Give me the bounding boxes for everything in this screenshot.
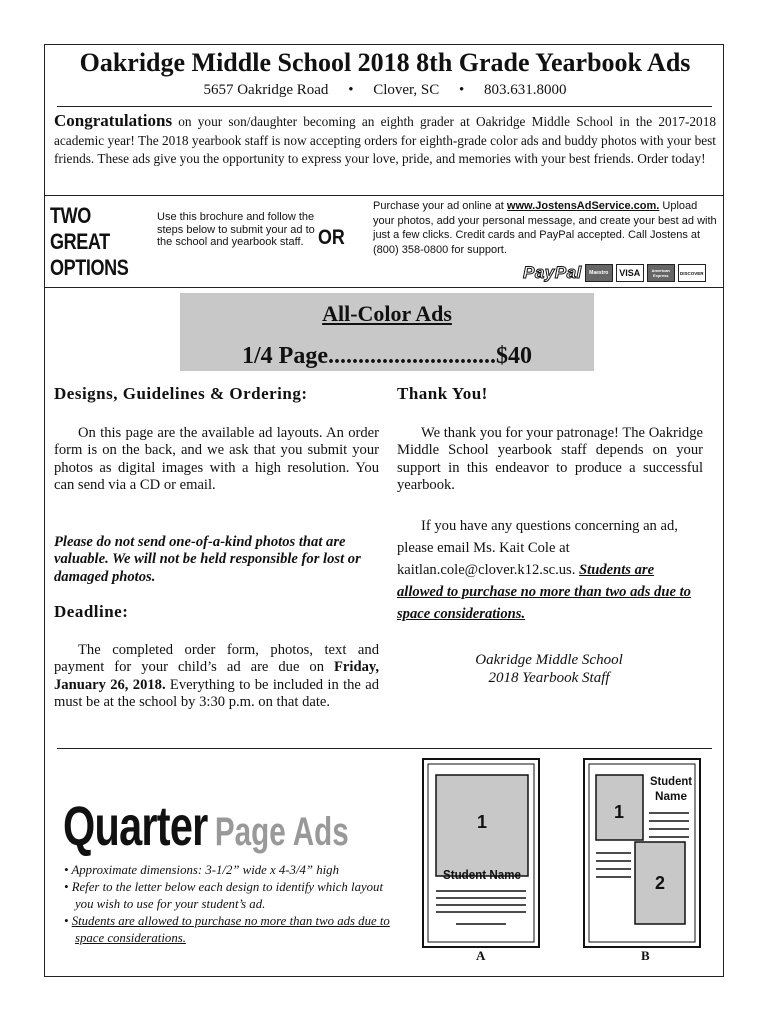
photo-warning: Please do not send one-of-a-kind photos that are valuable. We will not be held responsible for lost or damaged photos. bbox=[54, 534, 361, 585]
options-top-rule bbox=[45, 195, 724, 196]
option-online-pre: Purchase your ad online at bbox=[373, 200, 507, 212]
option-online-post: Upload your photos, add your personal message, and create your best ad with just a few clicks. Credit cards and PayPal accepted. Call Jostens at (800) 358-0800 for support. bbox=[373, 200, 717, 256]
banner-title: All-Color Ads bbox=[322, 301, 452, 326]
intro-text: on your son/daughter becoming an eighth grader at Oakridge Middle School in the 2017-2018 academic year! The 2018 yearbook staff is now accepting orders for eighth-grade color ads and buddy photos with your best friends. These ads give you the opportunity to express your love, pride, and memories with your best friends. Order today! bbox=[54, 114, 716, 166]
options-heading-line: OPTIONS bbox=[50, 255, 129, 280]
intro-lead: Congratulations bbox=[54, 111, 173, 130]
layout-b-caption-line2: Name bbox=[655, 789, 688, 803]
deadline-post: Everything to be included in the ad must be at the school by 3:30 p.m. on that date. bbox=[54, 676, 379, 711]
layout-letter-note: Refer to the letter below each design to identify which layout you wish to use for your student’s ad. bbox=[71, 880, 384, 911]
thanks-paragraph: We thank you for your patronage! The Oakridge Middle School yearbook staff depends on your support in this endeavor to produce a successful yearbook. bbox=[397, 425, 703, 494]
intro-paragraph bbox=[54, 112, 716, 169]
payment-logos bbox=[523, 262, 706, 284]
quarter-title-light: Page Ads bbox=[214, 810, 349, 854]
separator-dot: • bbox=[459, 82, 465, 98]
visa-card-icon: VISA bbox=[616, 264, 644, 282]
contact-paragraph bbox=[397, 515, 703, 625]
layout-b-caption-line1: Student bbox=[650, 774, 692, 788]
option-online-text bbox=[373, 199, 718, 257]
amex-card-icon: American Express bbox=[647, 264, 675, 282]
layout-b-letter: B bbox=[641, 948, 650, 963]
ad-limit-note: Students are allowed to purchase no more than two ads due to space considerations. bbox=[71, 914, 390, 945]
street-address: 5657 Oakridge Road bbox=[203, 82, 329, 98]
separator-dot: • bbox=[348, 82, 354, 98]
designs-heading: Designs, Guidelines & Ordering: bbox=[54, 384, 308, 403]
signoff-school: Oakridge Middle School bbox=[475, 652, 623, 668]
paypal-logo: PayPal bbox=[523, 263, 582, 282]
layout-a-caption: Student Name bbox=[443, 867, 521, 882]
or-label: OR bbox=[318, 226, 345, 249]
maestro-card-icon: Maestro bbox=[585, 264, 613, 282]
signoff-staff: 2018 Yearbook Staff bbox=[488, 670, 610, 686]
layout-a-photo-number: 1 bbox=[476, 812, 488, 832]
options-heading-line: TWO bbox=[50, 203, 91, 228]
options-heading bbox=[50, 203, 128, 281]
contact-text: If you have any questions concerning an ad, please email Ms. Kait Cole at kaitlan.cole@clover.k12.sc.us. bbox=[397, 518, 678, 578]
designs-paragraph: On this page are the available ad layouts. An order form is on the back, and we ask that you submit your photos as digital images with a high resolution. You can send via a CD or email. bbox=[54, 425, 379, 494]
quarter-ad-notes bbox=[64, 862, 396, 947]
page-title: Oakridge Middle School 2018 8th Grade Yearbook Ads bbox=[79, 48, 691, 77]
layout-b-diagram bbox=[583, 758, 701, 948]
banner-price: 1/4 Page............................$40 bbox=[242, 343, 532, 369]
jostens-link[interactable]: www.JostensAdService.com. bbox=[506, 200, 660, 212]
list-item: • Students are allowed to purchase no more than two ads due to space considerations. bbox=[64, 914, 390, 945]
deadline-paragraph bbox=[54, 642, 379, 712]
layout-a-letter: A bbox=[476, 948, 486, 963]
layout-b-photo-number-2: 2 bbox=[654, 873, 666, 893]
school-address-line bbox=[46, 82, 724, 99]
dimension-note: Approximate dimensions: 3-1/2” wide x 4-3/4” high bbox=[71, 863, 339, 877]
deadline-heading: Deadline: bbox=[54, 602, 129, 621]
city-state: Clover, SC bbox=[373, 82, 440, 98]
list-item: • Approximate dimensions: 3-1/2” wide x 4-3/4” high bbox=[64, 863, 339, 877]
thanks-heading: Thank You! bbox=[397, 384, 488, 403]
signoff bbox=[396, 651, 702, 687]
layout-b-photo-number-1: 1 bbox=[613, 802, 625, 822]
layout-a-diagram bbox=[422, 758, 540, 948]
options-heading-line: GREAT bbox=[50, 229, 110, 254]
phone-number: 803.631.8000 bbox=[484, 82, 567, 98]
quarter-title-bold: Quarter bbox=[63, 794, 208, 857]
deadline-pre: The completed order form, photos, text and payment for your child’s ad are due on bbox=[54, 642, 379, 676]
header-rule bbox=[57, 106, 712, 107]
discover-card-icon: DISCOVER bbox=[678, 264, 706, 282]
deadline-date: Friday, January 26, 2018. bbox=[54, 659, 379, 693]
quarter-page-ads-title bbox=[63, 793, 349, 858]
section-rule bbox=[57, 748, 712, 749]
ad-limit-notice: Students are allowed to purchase no more than two ads due to space considerations. bbox=[397, 562, 691, 622]
options-bottom-rule bbox=[45, 287, 724, 288]
option-brochure-text: Use this brochure and follow the steps below to submit your ad to the school and yearbook staff. bbox=[157, 211, 315, 248]
list-item: • Refer to the letter below each design to identify which layout you wish to use for your student’s ad. bbox=[64, 880, 384, 911]
